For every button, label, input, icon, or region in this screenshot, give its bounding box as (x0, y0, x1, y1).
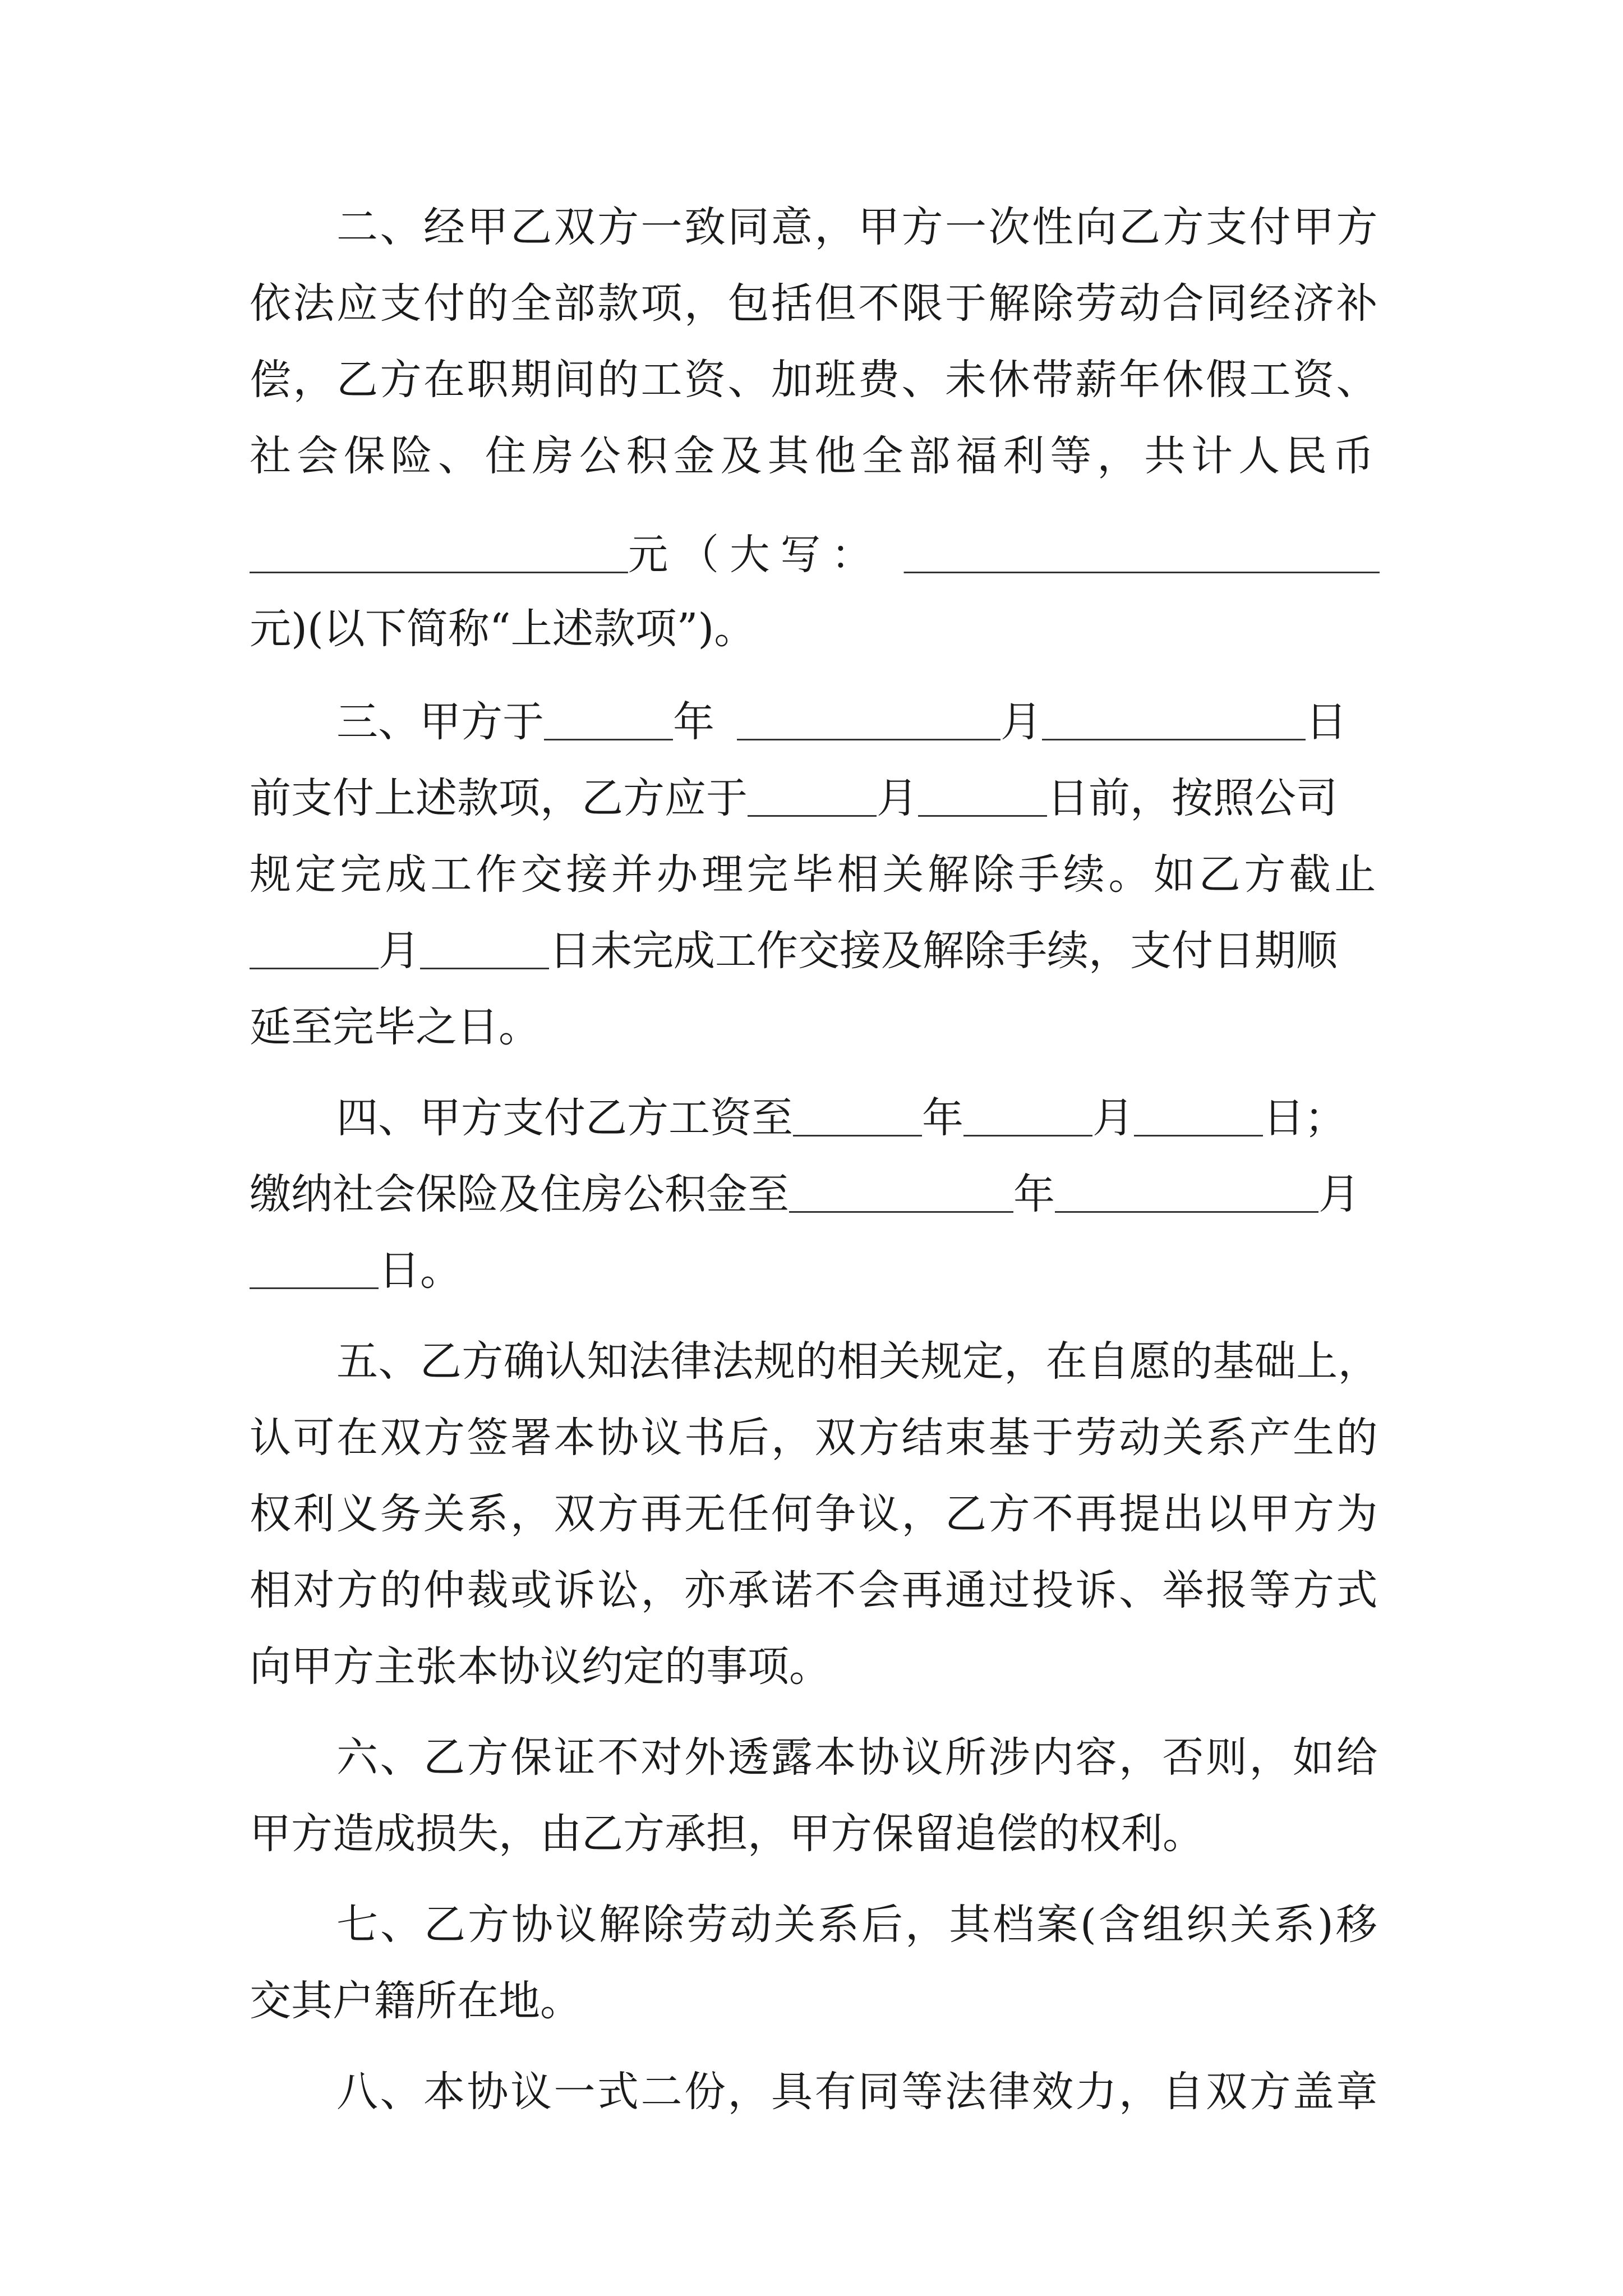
clause-4-line-2 (250, 1152, 1360, 1236)
clause-text: 规定完成工作交接并办理完毕相关解除手续。如乙方截止 (250, 850, 1380, 899)
clause-text: 日前，按照公司 (1047, 774, 1338, 822)
month-blank (1055, 1172, 1318, 1213)
clause-text: 七、乙方协议解除劳动关系后，其档案(含组织关系)移 (336, 1901, 1380, 1949)
clause-text: 六、乙方保证不对外透露本协议所涉内容，否则，如给 (336, 1733, 1380, 1782)
clause-text: 偿，乙方在职期间的工资、加班费、未休带薪年休假工资、 (250, 356, 1380, 404)
day-blank (1042, 700, 1306, 740)
clause-4-line-1 (336, 1076, 1346, 1160)
day-blank (1134, 1096, 1263, 1137)
month-label: 月 (1092, 1094, 1134, 1142)
clause-3-line-4 (250, 909, 1338, 993)
clause-2-line-6 (250, 587, 755, 671)
clause-5-line-4 (250, 1548, 1380, 1632)
clause-5-line-3 (250, 1472, 1380, 1556)
clause-2-line-4 (250, 414, 1380, 498)
day-label: 日 (1306, 698, 1347, 746)
month-label: 月 (1000, 698, 1042, 746)
clause-text: 相对方的仲裁或诉讼，亦承诺不会再通过投诉、举报等方式 (250, 1566, 1380, 1614)
clause-2-line-1 (336, 185, 1380, 269)
amount-blank (250, 532, 628, 573)
clause-2-line-5 (250, 513, 1380, 597)
month-blank (250, 928, 379, 969)
clause-text: 八、本协议一式二份，具有同等法律效力，自双方盖章 (336, 2068, 1380, 2116)
clause-text: 延至完毕之日。 (250, 1003, 540, 1051)
clause-3-line-1 (336, 680, 1347, 764)
clause-text: 交其户籍所在地。 (250, 1977, 582, 2025)
clause-4-line-3 (250, 1228, 462, 1313)
month-blank (963, 1096, 1092, 1137)
clause-text: 元)(以下简称“上述款项”)。 (250, 605, 756, 653)
year-label: 年 (922, 1094, 963, 1142)
month-label: 月 (379, 927, 420, 975)
clause-text: 甲方造成损失，由乙方承担，甲方保留追偿的权利。 (250, 1810, 1204, 1858)
clause-text: 三、甲方于 (336, 698, 544, 746)
clause-6-line-2 (250, 1792, 1204, 1876)
month-blank (737, 700, 1000, 740)
day-blank (918, 776, 1047, 817)
clause-text: 四、甲方支付乙方工资至 (336, 1094, 793, 1142)
clause-5-line-1 (336, 1319, 1380, 1404)
month-label: 月 (877, 774, 918, 822)
clause-7-line-2 (250, 1959, 582, 2043)
clause-3-line-5 (250, 985, 540, 1069)
clause-text: 五、乙方确认知法律法规的相关规定，在自愿的基础上， (336, 1337, 1380, 1386)
clause-text: 权利义务关系，双方再无任何争议，乙方不再提出以甲方为 (250, 1490, 1380, 1538)
amount-label: 元（大写： (628, 531, 882, 579)
year-blank (789, 1172, 1013, 1213)
day-blank (420, 928, 549, 969)
clause-2-line-2 (250, 261, 1380, 346)
clause-text: 社会保险、住房公积金及其他全部福利等，共计人民币 (250, 432, 1380, 480)
day-label: 日。 (379, 1246, 462, 1295)
clause-text: 日未完成工作交接及解除手续，支付日期顺 (549, 927, 1338, 975)
clause-text: 二、经甲乙双方一致同意，甲方一次性向乙方支付甲方 (336, 203, 1380, 251)
month-blank (748, 776, 877, 817)
clause-text: 向甲方主张本协议约定的事项。 (250, 1642, 831, 1691)
clause-7-line-1 (336, 1883, 1380, 1967)
clause-5-line-5 (250, 1625, 831, 1709)
year-label: 年 (673, 698, 714, 746)
clause-5-line-2 (250, 1396, 1380, 1480)
clause-3-line-3 (250, 832, 1380, 917)
clause-3-line-2 (250, 756, 1338, 840)
clause-6-line-1 (336, 1715, 1380, 1800)
amount-uppercase-blank (904, 532, 1380, 573)
day-label: 日； (1263, 1094, 1346, 1142)
day-blank (250, 1248, 379, 1289)
year-blank (793, 1096, 922, 1137)
year-label: 年 (1013, 1170, 1055, 1218)
clause-8-line-1 (336, 2050, 1380, 2134)
year-blank (544, 700, 673, 740)
clause-2-line-3 (250, 338, 1380, 422)
clause-text: 前支付上述款项，乙方应于 (250, 774, 748, 822)
clause-text: 依法应支付的全部款项，包括但不限于解除劳动合同经济补 (250, 279, 1380, 328)
clause-text: 缴纳社会保险及住房公积金至 (250, 1170, 789, 1218)
clause-text: 认可在双方签署本协议书后，双方结束基于劳动关系产生的 (250, 1414, 1380, 1462)
month-label: 月 (1318, 1170, 1360, 1218)
